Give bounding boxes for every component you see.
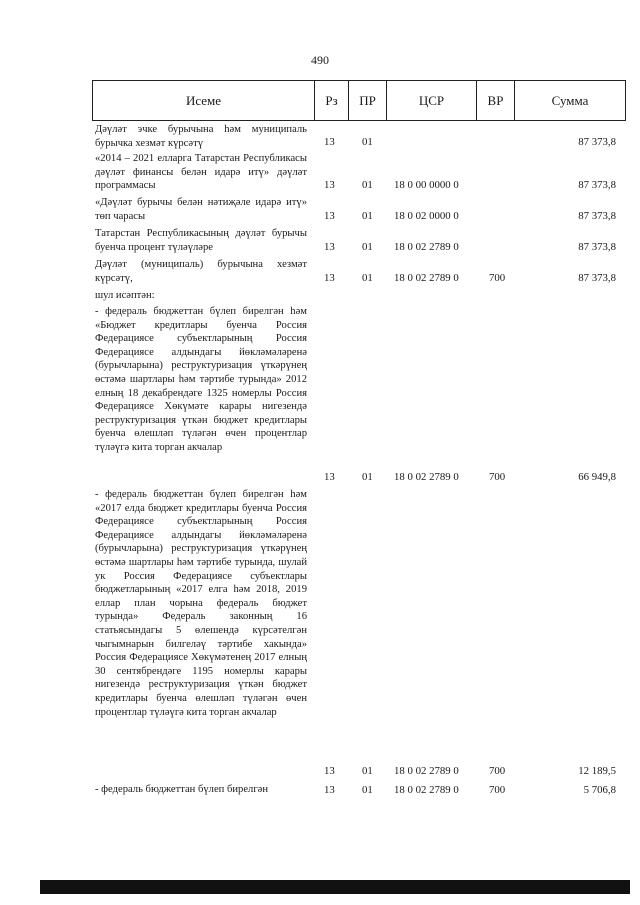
table-row: [92, 121, 626, 149]
row-sum: 87 373,8: [578, 210, 616, 222]
row-rz: 13: [324, 136, 335, 148]
row-rz: 13: [324, 272, 335, 284]
row-sum: 66 949,8: [578, 471, 616, 483]
row-pr: 01: [362, 210, 373, 222]
row-vr: 700: [489, 784, 506, 796]
page-number: 490: [311, 53, 329, 67]
row-rz: 13: [324, 210, 335, 222]
row-csr: 18 0 02 2789 0: [394, 272, 459, 284]
row-pr: 01: [362, 272, 373, 284]
table-row: [92, 305, 626, 495]
row-pr: 01: [362, 136, 373, 148]
table-row: [92, 150, 626, 194]
budget-table: [92, 80, 626, 796]
row-name: шул исәптән:: [95, 290, 155, 301]
row-rz: 13: [324, 471, 335, 483]
header-csr: ЦСР: [387, 81, 477, 120]
row-csr: 18 0 00 0000 0: [394, 179, 459, 191]
header-sum: Сумма: [551, 93, 589, 108]
table-row: [92, 289, 626, 305]
table-row: [92, 227, 626, 257]
row-name: «2014 – 2021 елларга Татарстан Республикасы дәүләт финансы белән идарә итү» дәүләт программасы: [95, 153, 307, 192]
row-csr: 18 0 02 2789 0: [394, 765, 459, 777]
row-rz: 13: [324, 765, 335, 777]
row-rz: 13: [324, 784, 335, 796]
table-row: [92, 196, 626, 226]
row-name: - федераль бюджеттан бүлеп бирелгән һәм «2017 елда бюджет кредитлары буенча Россия Федерациясе субъектларының Россия Федерациясе алдындагы йөкләмәләренә (бурычларына) реструктуризация үткәрүнең өстәмә шартлары һәм тәртибе турында, шулай ук Россия Федерациясе субъектлары бюджетларының «2017 елга һәм 2018, 2019 еллар план чорына федераль бюджет турында» Федераль законның 16 статьясындагы 5 өлешендә күрсәтелгән чыгымнарын билгеләү тәртибе хакында» Россия Федерациясе Хөкүмәтенең 2017 елның 30 сентябрендәге 1195 номерлы карары нигезендә реструктуризация үткән бюджет кредитлары буенча өлешләп түләгән өчен процентлар түләүгә кита торган акчалар: [95, 489, 307, 718]
row-sum: 87 373,8: [578, 179, 616, 191]
row-pr: 01: [362, 765, 373, 777]
row-name: Дәүләт (муниципаль) бурычына хезмәт күрсәтү,: [95, 259, 307, 284]
table-row: [92, 258, 626, 288]
row-sum: 87 373,8: [578, 272, 616, 284]
header-vr: ВР: [477, 81, 515, 120]
row-name: Татарстан Республикасының дәүләт бурычы буенча процент түләүләре: [95, 228, 307, 253]
table-header: [92, 80, 626, 121]
row-name: - федераль бюджеттан бүлеп бирелгән һәм «Бюджет кредитлары буенча Россия Федерациясе субъектларының Россия Федерациясе алдындагы йөкләмәләренә (бурычларына) реструктуризация үткәрүнең өстәмә шартлары һәм тәртибе турында» 2012 елның 18 декабрендәге 1325 номерлы Россия Федерациясе Хөкүмәте карары нигезендә реструктуризация үткән бюджет кредитлары буенча өлешләп түләгән өчен процентлар түләүгә кита торган акчалар: [95, 306, 307, 453]
row-sum: 87 373,8: [578, 241, 616, 253]
row-rz: 13: [324, 241, 335, 253]
table-row: [92, 488, 626, 783]
header-name: Исеме: [93, 81, 315, 120]
table-row: [92, 783, 626, 799]
row-vr: 700: [489, 272, 506, 284]
row-vr: 700: [489, 765, 506, 777]
header-rz: Рз: [315, 81, 349, 120]
row-rz: 13: [324, 179, 335, 191]
row-csr: 18 0 02 2789 0: [394, 471, 459, 483]
row-name: Дәүләт эчке бурычына һәм муниципаль бурычка хезмәт күрсәтү: [95, 124, 307, 149]
row-csr: 18 0 02 0000 0: [394, 210, 459, 222]
row-csr: 18 0 02 2789 0: [394, 241, 459, 253]
header-pr: ПР: [349, 81, 387, 120]
row-name: - федераль бюджеттан бүлеп бирелгән: [95, 784, 269, 795]
row-pr: 01: [362, 784, 373, 796]
row-pr: 01: [362, 471, 373, 483]
row-csr: 18 0 02 2789 0: [394, 784, 459, 796]
row-sum: 5 706,8: [583, 784, 616, 796]
row-pr: 01: [362, 241, 373, 253]
scan-edge-bar: [40, 880, 630, 894]
row-vr: 700: [489, 471, 506, 483]
row-sum: 12 189,5: [578, 765, 616, 777]
row-pr: 01: [362, 179, 373, 191]
row-sum: 87 373,8: [578, 136, 616, 148]
row-name: «Дәүләт бурычы белән нәтиҗәле идарә итү» төп чарасы: [95, 197, 307, 222]
